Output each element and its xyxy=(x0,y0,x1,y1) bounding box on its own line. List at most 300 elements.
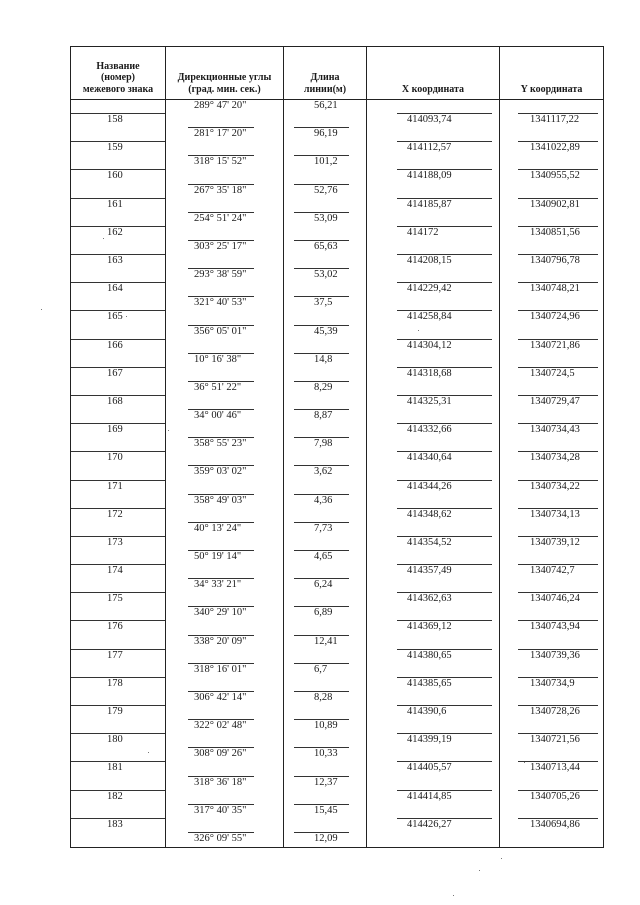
boundary-mark-name: 171 xyxy=(107,480,123,492)
boundary-mark-name-cell xyxy=(71,156,166,170)
y-coordinate: 1340705,26 xyxy=(530,790,580,802)
direction-angle-cell xyxy=(166,706,284,720)
y-coordinate-cell xyxy=(500,481,604,495)
direction-angle-cell xyxy=(166,283,284,297)
boundary-mark-name-cell xyxy=(71,551,166,565)
direction-angle-cell xyxy=(166,621,284,635)
x-coordinate-cell xyxy=(367,734,500,748)
table-row xyxy=(71,170,604,184)
line-length-cell xyxy=(284,142,367,156)
boundary-mark-name: 166 xyxy=(107,339,123,351)
x-coordinate-cell xyxy=(367,791,500,805)
line-length-cell xyxy=(284,706,367,720)
x-coordinate-cell xyxy=(367,199,500,213)
x-coordinate-cell xyxy=(367,269,500,283)
line-length: 52,76 xyxy=(314,184,338,196)
line-length-cell xyxy=(284,227,367,241)
y-coordinate: 1340902,81 xyxy=(530,198,580,210)
boundary-mark-name-cell xyxy=(71,833,166,848)
table-row xyxy=(71,424,604,438)
x-coordinate-cell xyxy=(367,777,500,791)
x-coordinate-cell xyxy=(367,481,500,495)
x-coordinate: 414380,65 xyxy=(407,649,452,661)
boundary-mark-name-cell xyxy=(71,382,166,396)
table-row xyxy=(71,537,604,551)
x-coordinate: 414188,09 xyxy=(407,170,452,182)
boundary-mark-name-cell xyxy=(71,777,166,791)
y-coordinate-cell xyxy=(500,100,604,115)
x-coordinate-cell xyxy=(367,114,500,128)
boundary-mark-name: 181 xyxy=(107,762,123,774)
boundary-mark-name-cell xyxy=(71,255,166,269)
direction-angle-cell xyxy=(166,396,284,410)
line-length: 65,63 xyxy=(314,240,338,252)
boundary-mark-name-cell xyxy=(71,593,166,607)
x-coordinate-cell xyxy=(367,255,500,269)
y-coordinate-cell xyxy=(500,326,604,340)
line-length-cell xyxy=(284,340,367,354)
line-length-cell xyxy=(284,805,367,819)
header-x-coordinate: X координата xyxy=(367,47,500,100)
direction-angle-cell xyxy=(166,607,284,621)
line-length: 8,28 xyxy=(314,691,333,703)
header-boundary-mark-name: Название (номер) межевого знака xyxy=(71,47,166,100)
direction-angle-cell xyxy=(166,185,284,199)
table-row xyxy=(71,777,604,791)
y-coordinate-cell xyxy=(500,156,604,170)
line-length: 4,36 xyxy=(314,494,333,506)
table-row xyxy=(71,269,604,283)
x-coordinate-cell xyxy=(367,636,500,650)
y-coordinate-cell xyxy=(500,621,604,635)
boundary-mark-name: 174 xyxy=(107,565,123,577)
header-direction-angles: Дирекционные углы (град. мин. сек.) xyxy=(166,47,284,100)
y-coordinate-cell xyxy=(500,382,604,396)
line-length-cell xyxy=(284,481,367,495)
y-coordinate-cell xyxy=(500,283,604,297)
table-row xyxy=(71,283,604,297)
table-row xyxy=(71,664,604,678)
direction-angle: 340° 29' 10" xyxy=(194,607,247,619)
y-coordinate-cell xyxy=(500,551,604,565)
line-length-cell xyxy=(284,650,367,664)
boundary-mark-name-cell xyxy=(71,227,166,241)
direction-angle-cell xyxy=(166,241,284,255)
boundary-mark-name: 173 xyxy=(107,536,123,548)
boundary-mark-name: 165 xyxy=(107,311,123,323)
line-length-cell xyxy=(284,621,367,635)
y-coordinate: 1340748,21 xyxy=(530,283,580,295)
y-coordinate-cell xyxy=(500,227,604,241)
x-coordinate-cell xyxy=(367,213,500,227)
line-length-cell xyxy=(284,185,367,199)
x-coordinate: 414340,64 xyxy=(407,452,452,464)
boundary-mark-name-cell xyxy=(71,424,166,438)
x-coordinate-cell xyxy=(367,678,500,692)
table-row xyxy=(71,706,604,720)
x-coordinate-cell xyxy=(367,283,500,297)
boundary-mark-name-cell xyxy=(71,495,166,509)
boundary-mark-name-cell xyxy=(71,664,166,678)
table-row xyxy=(71,128,604,142)
y-coordinate: 1340694,86 xyxy=(530,818,580,830)
boundary-mark-name-cell xyxy=(71,368,166,382)
boundary-mark-name-cell xyxy=(71,607,166,621)
x-coordinate-cell xyxy=(367,340,500,354)
line-length-cell xyxy=(284,213,367,227)
boundary-mark-name: 167 xyxy=(107,367,123,379)
table-row xyxy=(71,565,604,579)
y-coordinate-cell xyxy=(500,438,604,452)
line-length-cell xyxy=(284,762,367,776)
boundary-mark-name-cell xyxy=(71,706,166,720)
boundary-mark-name-cell xyxy=(71,241,166,255)
y-coordinate: 1340724,96 xyxy=(530,311,580,323)
x-coordinate-cell xyxy=(367,551,500,565)
x-coordinate-cell xyxy=(367,170,500,184)
direction-angle-cell xyxy=(166,678,284,692)
line-length: 4,65 xyxy=(314,551,333,562)
boundary-mark-name: 177 xyxy=(107,649,123,661)
boundary-mark-name-cell xyxy=(71,199,166,213)
x-coordinate: 414185,87 xyxy=(407,198,452,210)
direction-angle-cell xyxy=(166,481,284,495)
line-length-cell xyxy=(284,128,367,142)
x-coordinate-cell xyxy=(367,833,500,848)
x-coordinate-cell xyxy=(367,621,500,635)
direction-angle-cell xyxy=(166,777,284,791)
y-coordinate-cell xyxy=(500,692,604,706)
y-coordinate-cell xyxy=(500,509,604,523)
x-coordinate-cell xyxy=(367,495,500,509)
line-length-cell xyxy=(284,551,367,565)
y-coordinate-cell xyxy=(500,368,604,382)
y-coordinate-cell xyxy=(500,340,604,354)
x-coordinate-cell xyxy=(367,424,500,438)
line-length: 53,02 xyxy=(314,269,338,281)
line-length-cell xyxy=(284,607,367,621)
boundary-mark-name: 178 xyxy=(107,677,123,689)
boundary-mark-name: 160 xyxy=(107,170,123,182)
line-length: 53,09 xyxy=(314,212,338,224)
direction-angle: 50° 19' 14" xyxy=(194,551,242,562)
direction-angle-cell xyxy=(166,382,284,396)
direction-angle: 281° 17' 20" xyxy=(194,128,247,140)
y-coordinate: 1340739,36 xyxy=(530,649,580,661)
line-length-cell xyxy=(284,170,367,184)
y-coordinate-cell xyxy=(500,170,604,184)
line-length: 8,29 xyxy=(314,381,333,393)
y-coordinate-cell xyxy=(500,664,604,678)
boundary-mark-name: 175 xyxy=(107,593,123,605)
line-length: 6,89 xyxy=(314,607,333,619)
boundary-mark-name-cell xyxy=(71,100,166,115)
direction-angle-cell xyxy=(166,565,284,579)
boundary-mark-name-cell xyxy=(71,748,166,762)
y-coordinate: 1340721,56 xyxy=(530,734,580,746)
direction-angle-cell xyxy=(166,354,284,368)
direction-angle-cell xyxy=(166,213,284,227)
direction-angle: 306° 42' 14" xyxy=(194,691,247,703)
table-row xyxy=(71,692,604,706)
line-length: 7,73 xyxy=(314,522,333,534)
direction-angle-cell xyxy=(166,156,284,170)
y-coordinate-cell xyxy=(500,410,604,424)
direction-angle: 317° 40' 35" xyxy=(194,804,247,816)
direction-angle: 338° 20' 09" xyxy=(194,635,247,647)
x-coordinate-cell xyxy=(367,466,500,480)
y-coordinate-cell xyxy=(500,255,604,269)
line-length-cell xyxy=(284,354,367,368)
y-coordinate: 1340734,9 xyxy=(530,677,575,689)
y-coordinate: 1340734,28 xyxy=(530,452,580,464)
y-coordinate-cell xyxy=(500,734,604,748)
boundary-mark-name: 163 xyxy=(107,255,123,267)
x-coordinate-cell xyxy=(367,593,500,607)
line-length-cell xyxy=(284,297,367,311)
boundary-mark-name: 183 xyxy=(107,818,123,830)
direction-angle-cell xyxy=(166,692,284,706)
y-coordinate-cell xyxy=(500,777,604,791)
table-row xyxy=(71,410,604,424)
direction-angle-cell xyxy=(166,128,284,142)
table-row xyxy=(71,368,604,382)
y-coordinate-cell xyxy=(500,241,604,255)
x-coordinate: 414093,74 xyxy=(407,114,452,126)
boundary-mark-name-cell xyxy=(71,297,166,311)
y-coordinate-cell xyxy=(500,819,604,833)
table-row xyxy=(71,326,604,340)
y-coordinate-cell xyxy=(500,762,604,776)
boundary-mark-name: 179 xyxy=(107,706,123,718)
table-row xyxy=(71,255,604,269)
y-coordinate-cell xyxy=(500,311,604,325)
x-coordinate: 414318,68 xyxy=(407,367,452,379)
y-coordinate: 1340729,47 xyxy=(530,395,580,407)
line-length-cell xyxy=(284,664,367,678)
table-row xyxy=(71,185,604,199)
y-coordinate-cell xyxy=(500,142,604,156)
header-line-length: Длина линии(м) xyxy=(284,47,367,100)
x-coordinate-cell xyxy=(367,185,500,199)
boundary-mark-name-cell xyxy=(71,340,166,354)
line-length: 37,5 xyxy=(314,297,333,309)
table-row xyxy=(71,523,604,537)
line-length-cell xyxy=(284,537,367,551)
direction-angle-cell xyxy=(166,311,284,325)
direction-angle-cell xyxy=(166,466,284,480)
y-coordinate-cell xyxy=(500,678,604,692)
y-coordinate-cell xyxy=(500,565,604,579)
boundary-mark-name-cell xyxy=(71,326,166,340)
table-row xyxy=(71,593,604,607)
x-coordinate-cell xyxy=(367,452,500,466)
line-length-cell xyxy=(284,777,367,791)
line-length-cell xyxy=(284,100,367,115)
y-coordinate: 1340796,78 xyxy=(530,255,580,267)
direction-angle-cell xyxy=(166,791,284,805)
line-length: 12,37 xyxy=(314,776,338,788)
table-row xyxy=(71,621,604,635)
direction-angle-cell xyxy=(166,762,284,776)
line-length: 45,39 xyxy=(314,325,338,337)
line-length: 12,41 xyxy=(314,635,338,647)
boundary-mark-name-cell xyxy=(71,438,166,452)
direction-angle-cell xyxy=(166,495,284,509)
direction-angle-cell xyxy=(166,424,284,438)
x-coordinate-cell xyxy=(367,297,500,311)
line-length-cell xyxy=(284,438,367,452)
x-coordinate: 414354,52 xyxy=(407,536,452,548)
x-coordinate-cell xyxy=(367,805,500,819)
x-coordinate: 414390,6 xyxy=(407,706,447,718)
direction-angle-cell xyxy=(166,650,284,664)
table-row xyxy=(71,762,604,776)
x-coordinate: 414344,26 xyxy=(407,480,452,492)
line-length: 56,21 xyxy=(314,100,338,111)
direction-angle: 293° 38' 59" xyxy=(194,269,247,281)
table-row xyxy=(71,833,604,848)
direction-angle: 303° 25' 17" xyxy=(194,240,247,252)
boundary-mark-name-cell xyxy=(71,819,166,833)
x-coordinate-cell xyxy=(367,692,500,706)
y-coordinate: 1340734,22 xyxy=(530,480,580,492)
table-row xyxy=(71,213,604,227)
x-coordinate: 414304,12 xyxy=(407,339,452,351)
direction-angle: 358° 55' 23" xyxy=(194,438,247,450)
line-length-cell xyxy=(284,368,367,382)
table-row xyxy=(71,678,604,692)
direction-angle-cell xyxy=(166,269,284,283)
boundary-mark-name-cell xyxy=(71,621,166,635)
line-length-cell xyxy=(284,495,367,509)
x-coordinate-cell xyxy=(367,706,500,720)
boundary-mark-name-cell xyxy=(71,650,166,664)
boundary-mark-name-cell xyxy=(71,466,166,480)
line-length-cell xyxy=(284,326,367,340)
line-length: 10,33 xyxy=(314,748,338,760)
direction-angle: 40° 13' 24" xyxy=(194,522,242,534)
direction-angle-cell xyxy=(166,255,284,269)
direction-angle-cell xyxy=(166,114,284,128)
direction-angle-cell xyxy=(166,805,284,819)
y-coordinate: 1340742,7 xyxy=(530,565,575,577)
x-coordinate-cell xyxy=(367,100,500,115)
line-length-cell xyxy=(284,833,367,848)
direction-angle: 318° 36' 18" xyxy=(194,776,247,788)
table-row xyxy=(71,100,604,115)
line-length-cell xyxy=(284,791,367,805)
boundary-mark-name-cell xyxy=(71,565,166,579)
boundary-mark-name-cell xyxy=(71,283,166,297)
direction-angle-cell xyxy=(166,523,284,537)
y-coordinate: 1340728,26 xyxy=(530,706,580,718)
x-coordinate-cell xyxy=(367,156,500,170)
boundary-mark-name-cell xyxy=(71,142,166,156)
table-row xyxy=(71,509,604,523)
direction-angle-cell xyxy=(166,142,284,156)
boundary-mark-name-cell xyxy=(71,452,166,466)
table-row xyxy=(71,297,604,311)
direction-angle: 289° 47' 20" xyxy=(194,100,247,111)
x-coordinate: 414112,57 xyxy=(407,142,452,154)
x-coordinate: 414414,85 xyxy=(407,790,452,802)
line-length-cell xyxy=(284,283,367,297)
x-coordinate-cell xyxy=(367,664,500,678)
x-coordinate-cell xyxy=(367,396,500,410)
y-coordinate-cell xyxy=(500,269,604,283)
boundary-coordinates-table xyxy=(70,46,604,848)
line-length-cell xyxy=(284,466,367,480)
table-row xyxy=(71,114,604,128)
line-length: 7,98 xyxy=(314,438,333,450)
table-row xyxy=(71,551,604,565)
boundary-mark-name-cell xyxy=(71,678,166,692)
table-row xyxy=(71,748,604,762)
boundary-mark-name-cell xyxy=(71,636,166,650)
table-row xyxy=(71,227,604,241)
y-coordinate-cell xyxy=(500,706,604,720)
x-coordinate-cell xyxy=(367,142,500,156)
y-coordinate-cell xyxy=(500,466,604,480)
line-length-cell xyxy=(284,410,367,424)
x-coordinate: 414348,62 xyxy=(407,508,452,520)
boundary-mark-name: 170 xyxy=(107,452,123,464)
line-length: 101,2 xyxy=(314,156,338,168)
table-row xyxy=(71,199,604,213)
table-row xyxy=(71,495,604,509)
table-row xyxy=(71,340,604,354)
table-row xyxy=(71,354,604,368)
boundary-mark-name: 161 xyxy=(107,198,123,210)
direction-angle: 318° 15' 52" xyxy=(194,156,247,168)
line-length-cell xyxy=(284,382,367,396)
boundary-mark-name-cell xyxy=(71,396,166,410)
y-coordinate-cell xyxy=(500,128,604,142)
x-coordinate: 414399,19 xyxy=(407,734,452,746)
direction-angle: 254° 51' 24" xyxy=(194,212,247,224)
direction-angle-cell xyxy=(166,100,284,115)
boundary-mark-name: 172 xyxy=(107,508,123,520)
direction-angle-cell xyxy=(166,734,284,748)
direction-angle: 318° 16' 01" xyxy=(194,663,247,675)
y-coordinate-cell xyxy=(500,354,604,368)
direction-angle: 356° 05' 01" xyxy=(194,325,247,337)
line-length-cell xyxy=(284,579,367,593)
direction-angle: 359° 03' 02" xyxy=(194,466,247,478)
table-row xyxy=(71,466,604,480)
line-length: 12,09 xyxy=(314,832,338,844)
y-coordinate: 1340734,43 xyxy=(530,424,580,436)
x-coordinate-cell xyxy=(367,509,500,523)
x-coordinate-cell xyxy=(367,368,500,382)
x-coordinate: 414369,12 xyxy=(407,621,452,633)
x-coordinate-cell xyxy=(367,579,500,593)
x-coordinate-cell xyxy=(367,382,500,396)
table-header-row xyxy=(71,47,604,100)
direction-angle: 321° 40' 53" xyxy=(194,297,247,309)
line-length-cell xyxy=(284,734,367,748)
table-row xyxy=(71,452,604,466)
y-coordinate: 1340724,5 xyxy=(530,367,575,379)
y-coordinate-cell xyxy=(500,720,604,734)
line-length-cell xyxy=(284,241,367,255)
y-coordinate: 1340743,94 xyxy=(530,621,580,633)
direction-angle-cell xyxy=(166,636,284,650)
direction-angle: 267° 35' 18" xyxy=(194,184,247,196)
x-coordinate: 414325,31 xyxy=(407,395,452,407)
table-row xyxy=(71,142,604,156)
